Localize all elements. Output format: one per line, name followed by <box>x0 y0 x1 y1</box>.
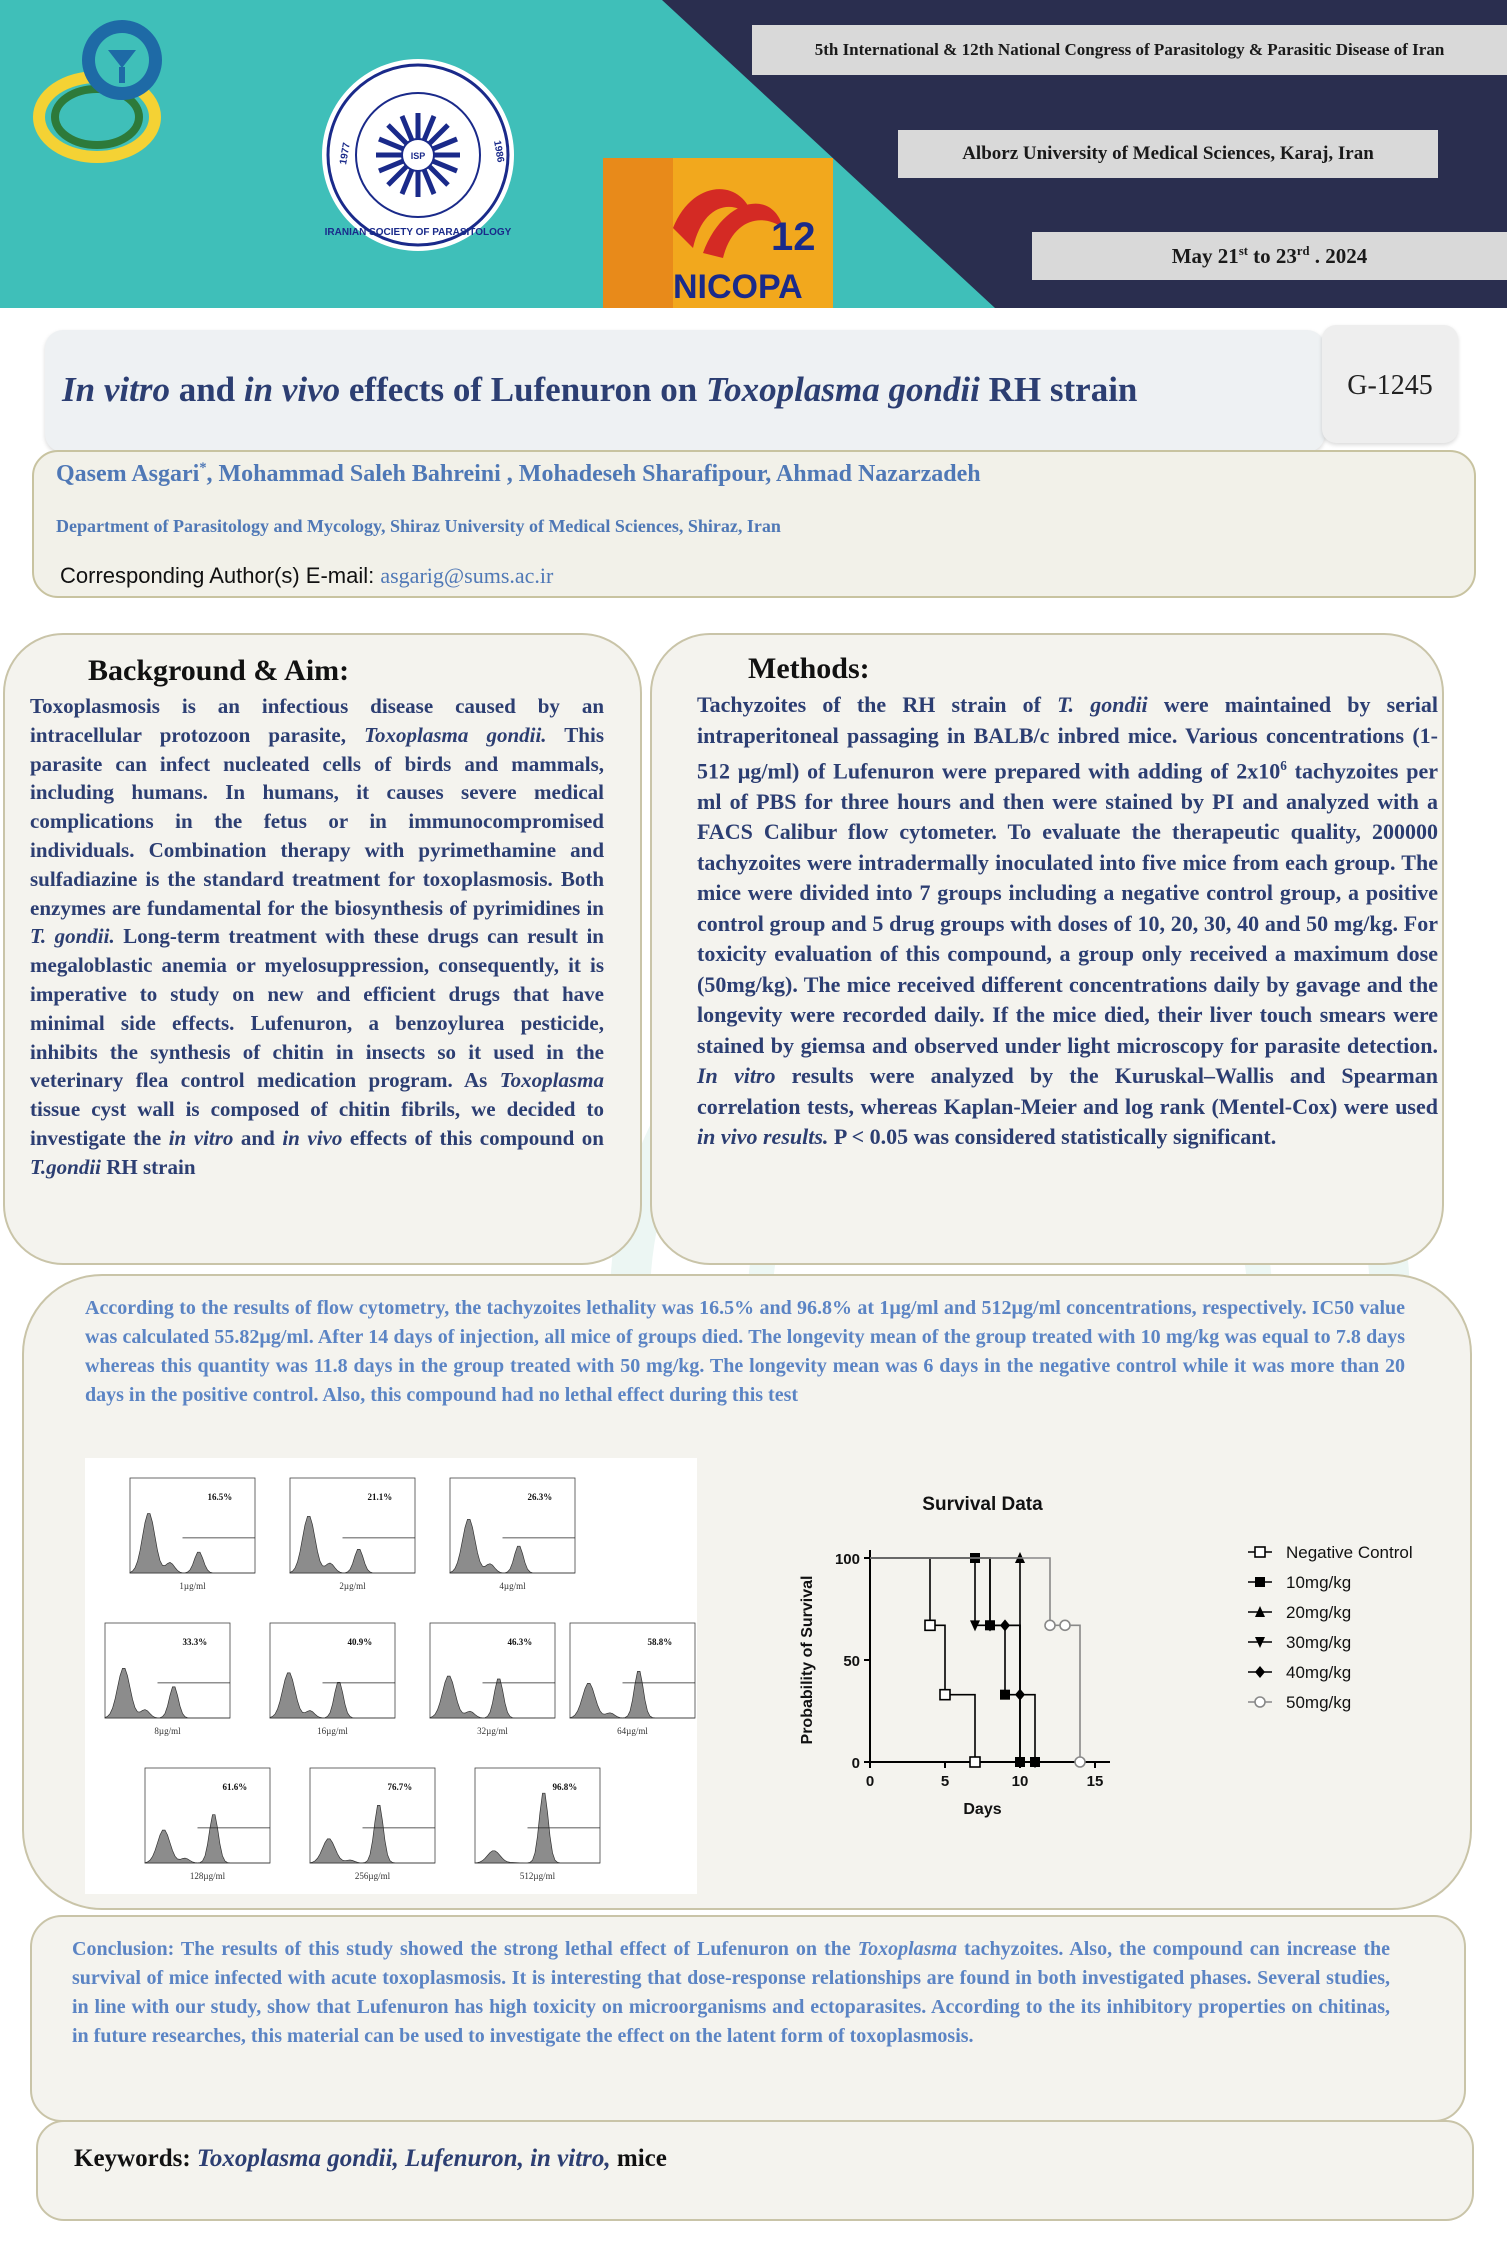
legend-label: 20mg/kg <box>1286 1603 1352 1622</box>
flow-panel <box>290 1478 415 1591</box>
flow-concentration: 1µg/ml <box>179 1581 206 1591</box>
legend-label: 30mg/kg <box>1286 1633 1352 1652</box>
results-text: According to the results of flow cytometry, the tachyzoites lethality was 16.5% and 96.8% at 1µg/ml and 512µg/ml concentrations, respectively. IC50 value was calculated 55.82µg/ml. After 14 days of injection, all mice of groups died. The longevity mean of the group treated with 10 mg/kg was equal to 7.8 days whereas this quantity was 11.8 days in the group treated with 50 mg/kg. The longevity mean was 6 days in the negative control while it was more than 20 days in the positive control. Also, this compound had no lethal effect during this test <box>85 1297 1405 1406</box>
survival-point <box>1075 1757 1085 1767</box>
survival-point <box>1000 1619 1010 1631</box>
flow-panel <box>105 1623 230 1736</box>
survival-point <box>1255 1547 1265 1557</box>
x-tick-label: 15 <box>1086 1773 1104 1790</box>
y-tick-label: 50 <box>843 1653 860 1670</box>
flow-concentration: 32µg/ml <box>477 1726 508 1736</box>
flow-concentration: 8µg/ml <box>154 1726 181 1736</box>
congress-name: 5th International & 12th National Congress of Parasitology & Parasitic Disease of Iran <box>814 40 1445 59</box>
survival-series <box>870 1558 1085 1767</box>
methods-heading: Methods: <box>748 652 870 685</box>
flow-panel <box>430 1623 555 1736</box>
y-axis-label: Probability of Survival <box>799 1575 816 1745</box>
flow-panel <box>310 1768 435 1881</box>
corresponding-email: Corresponding Author(s) E-mail: asgarig@sums.ac.ir <box>60 563 554 588</box>
seal-society-label: IRANIAN SOCIETY OF PARASITOLOGY <box>324 227 512 238</box>
legend-item <box>1248 1603 1351 1622</box>
y-tick-label: 0 <box>851 1755 860 1772</box>
conclusion-text: Conclusion: The results of this study showed the strong lethal effect of Lufenuron on the Toxoplasma tachyzoites. Also, the compound can increase the survival of mice infected with acute toxoplasmosis. It is interesting that dose-response relationships are found in both investigated phases. Several studies, in line with our study, show that Lufenuron has high toxicity on microorganisms and ectoparasites. According to the its inhibitory properties on chitinas, in future researches, this material can be used to investigate the effect on the latent form of toxoplasmosis. <box>72 1938 1390 2047</box>
logo-text: NICOPA <box>673 268 803 306</box>
seal-year-right: 1986 <box>491 139 506 164</box>
flow-percent: 16.5% <box>207 1492 233 1502</box>
nicopa-logo-icon <box>603 158 833 308</box>
flow-panel <box>450 1478 575 1591</box>
survival-point <box>940 1690 950 1700</box>
legend-item <box>1248 1663 1351 1682</box>
flow-concentration: 128µg/ml <box>189 1871 226 1881</box>
legend-item <box>1248 1573 1351 1592</box>
survival-point <box>1255 1666 1265 1678</box>
survival-point <box>1045 1620 1055 1630</box>
legend-label: Negative Control <box>1286 1543 1413 1562</box>
date-bar <box>1032 232 1507 280</box>
survival-chart-svg <box>780 1470 1460 1830</box>
flow-cytometry-figure <box>85 1458 697 1894</box>
flow-histograms <box>85 1458 697 1894</box>
legend-item <box>1248 1633 1351 1652</box>
survival-step-line <box>870 1558 1035 1762</box>
flow-percent: 61.6% <box>222 1782 248 1792</box>
survival-point <box>1015 1689 1025 1701</box>
legend-label: 40mg/kg <box>1286 1663 1352 1682</box>
poster-code: G-1245 <box>1347 370 1433 401</box>
flow-concentration: 256µg/ml <box>354 1871 391 1881</box>
seal-center-label: ISP <box>410 151 426 161</box>
flow-concentration: 2µg/ml <box>339 1581 366 1591</box>
background-heading: Background & Aim: <box>88 654 350 687</box>
congress-logo-icon <box>22 12 192 172</box>
survival-series <box>870 1558 980 1767</box>
university-name: Alborz University of Medical Sciences, Karaj, Iran <box>962 143 1374 164</box>
legend-item <box>1248 1543 1413 1562</box>
email-link[interactable]: asgarig@sums.ac.ir <box>380 563 554 588</box>
legend-label: 10mg/kg <box>1286 1573 1352 1592</box>
methods-text: Tachyzoites of the RH strain of T. gondii were maintained by serial intraperitoneal passaging in BALB/c inbred mice. Various concentrations (1-512 µg/ml) of Lufenuron were prepared with adding of $2x10^6$ tachyzoites per ml of PBS for three hours and then were stained by PI and analyzed with a FACS Calibur flow cytometer. To evaluate the therapeutic quality, 200000 tachyzoites were intradermally inoculated into five mice from each group. The mice were divided into 7 groups including a negative control group, a positive control group and 5 drug groups with doses of 10, 20, 30, 40 and 50 mg/kg. For toxicity evaluation of this compound, a group only received a maximum dose (50mg/kg). The mice received different concentrations daily by gavage and the longevity were recorded daily. If the mice died, their liver touch smears were stained by giemsa and observed under light microscopy for parasite detection. In vitro results were analyzed by the Kuruskal–Wallis and Spearman correlation tests, whereas Kaplan-Meier and log rank (Mentel-Cox) were used in vivo results. P < 0.05 was considered statistically significant. <box>697 692 1438 1150</box>
flow-concentration: 4µg/ml <box>499 1581 526 1591</box>
flow-concentration: 16µg/ml <box>317 1726 348 1736</box>
author-list: Qasem Asgari*, Mohammad Saleh Bahreini , Mohadeseh Sharafipour, Ahmad Nazarzadeh <box>56 460 981 487</box>
poster-title: In vitro and in vivo effects of Lufenuron on Toxoplasma gondii RH strain <box>62 370 1138 409</box>
survival-point <box>1000 1690 1010 1700</box>
flow-percent: 40.9% <box>347 1637 373 1647</box>
survival-point <box>1255 1577 1265 1587</box>
flow-panel <box>130 1478 255 1591</box>
flow-panel <box>570 1623 695 1736</box>
congress-name-bar <box>752 25 1507 75</box>
society-seal-icon <box>318 55 518 255</box>
flow-percent: 33.3% <box>182 1637 208 1647</box>
chart-title: Survival Data <box>922 1494 1043 1515</box>
survival-point <box>1255 1697 1265 1707</box>
x-tick-label: 0 <box>865 1773 875 1790</box>
legend-label: 50mg/kg <box>1286 1693 1352 1712</box>
x-tick-label: 10 <box>1011 1773 1029 1790</box>
flow-percent: 58.8% <box>647 1637 673 1647</box>
survival-point <box>925 1620 935 1630</box>
flow-concentration: 64µg/ml <box>617 1726 648 1736</box>
keywords: Keywords: Toxoplasma gondii, Lufenuron, in vitro, mice <box>74 2145 667 2172</box>
survival-point <box>1060 1620 1070 1630</box>
survival-step-line <box>870 1558 975 1762</box>
survival-series <box>870 1558 1025 1768</box>
x-tick-label: 5 <box>940 1773 950 1790</box>
flow-panel <box>145 1768 270 1881</box>
university-bar <box>898 130 1438 178</box>
flow-panel <box>270 1623 395 1736</box>
flow-concentration: 512µg/ml <box>519 1871 556 1881</box>
y-tick-label: 100 <box>834 1551 860 1568</box>
survival-chart <box>780 1470 1460 1830</box>
survival-series <box>870 1553 1040 1767</box>
department: Department of Parasitology and Mycology, Shiraz University of Medical Sciences, Shiraz, Iran <box>56 516 781 536</box>
background-text: Toxoplasmosis is an infectious disease caused by an intracellular protozoon parasite, Toxoplasma gondii. This parasite can infect nucleated cells of birds and mammals, including humans. In humans, it causes severe medical complications in the fetus or in immunocompromised individuals. Combination therapy with pyrimethamine and sulfadiazine is the standard treatment for toxoplasmosis. Both enzymes are fundamental for the biosynthesis of pyrimidines in T. gondii. Long-term treatment with these drugs can result in megaloblastic anemia or myelosuppression, consequently, it is imperative to study on new and efficient drugs that have minimal side effects. Lufenuron, a benzoylurea pesticide, inhibits the synthesis of chitin in insects so it used in the veterinary flea control medication program. As Toxoplasma tissue cyst wall is composed of chitin fibrils, we decided to investigate the in vitro and in vivo effects of this compound on T.gondii RH strain <box>30 694 604 1179</box>
flow-percent: 21.1% <box>367 1492 393 1502</box>
survival-series <box>870 1552 1025 1767</box>
survival-series <box>870 1558 1040 1768</box>
legend-item <box>1248 1693 1351 1712</box>
flow-percent: 46.3% <box>507 1637 533 1647</box>
flow-percent: 26.3% <box>527 1492 553 1502</box>
flow-percent: 96.8% <box>552 1782 578 1792</box>
flow-percent: 76.7% <box>387 1782 413 1792</box>
seal-year-left: 1977 <box>338 141 353 166</box>
survival-point <box>970 1757 980 1767</box>
header-banner <box>0 0 1507 308</box>
survival-step-line <box>870 1558 1035 1762</box>
logo-number: 12 <box>771 215 816 259</box>
congress-date: May 21st to 23rd . 2024 <box>1171 243 1368 268</box>
x-axis-label: Days <box>963 1801 1002 1818</box>
flow-panel <box>475 1768 600 1881</box>
